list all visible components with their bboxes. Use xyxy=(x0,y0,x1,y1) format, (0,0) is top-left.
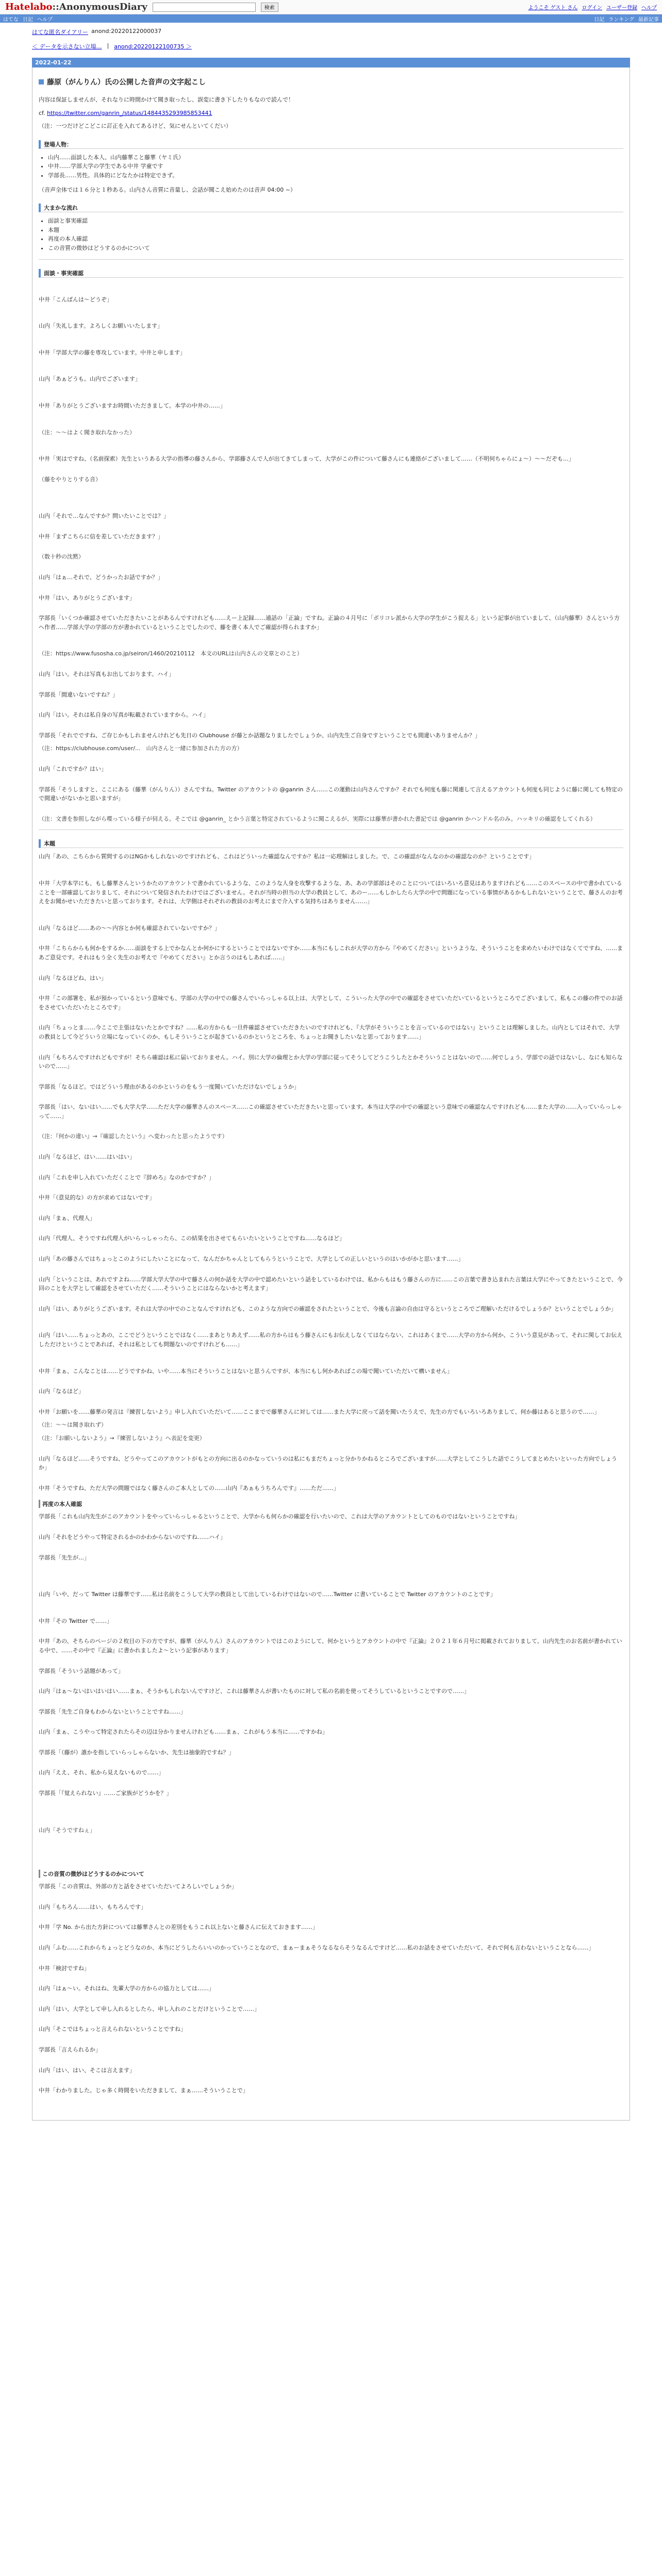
dialogue-line: 学部長「はい、ないはい……でも大学大学……ただ大学の藤華さんのスペース……この確認させていただきたいと思っています。本当は大学の中での確認という意味での確認なんですけれども……また大学の……入っていらっしゃって……」 xyxy=(39,1104,622,1120)
article-title-row xyxy=(39,77,623,87)
dialogue-line: 中井「学部大学の藤を専攻しています。中井と申します」 xyxy=(39,349,186,356)
section-outline: 大まかな流れ xyxy=(39,204,623,212)
dialogue-line: 山内「なるほど……そうですね、どうやってこのアカウントがもとの方向に出るのかなっていうのは私にもまだちょっと分かりかねるところでございますが……大学としてこうした話でこうしてまとめたいといった方向でしょうか」 xyxy=(39,1455,617,1471)
top-link-login[interactable]: ログイン xyxy=(582,5,602,11)
dialogue-line: 中井「検討ですね」 xyxy=(39,1964,90,1972)
section-summary: 再度の本人確認 xyxy=(39,1500,623,1508)
dialogue-line: 学部長「いくつか確認させていただきたいことがあるんですけれども……えー上記録……通話の「正論」ですね。正論の４月号に「ポリコレ派から大学の学生がこう捉える」という記事が出ていまして、（山内藤華）さんという方へ作者……学部大学の学部の方が書かれているということでしたので、藤を書く本人でご確認が得られますか」 xyxy=(39,615,620,631)
intro-source-link[interactable]: https://twitter.com/ganrin_/status/1484435293985853441 xyxy=(47,109,212,116)
dialogue-line: 山内「失礼します。よろしくお願いいたします」 xyxy=(39,323,163,330)
dialogue-line: 中井「こんばんは〜どうぞ」 xyxy=(39,296,112,303)
intro-note: （注：一つだけどこどこに訂正を入れてあるけど、気にせんといてくだい） xyxy=(39,123,231,130)
dialogue-line: 山内「はぁ〜ないはいはいはい……まぁ、そうかもしれないんですけど、これは藤華さんが書いたものに対して私の名前を使ってそうしているということですので……」 xyxy=(39,1688,470,1695)
subbar-link-diary-right[interactable]: 日記 xyxy=(594,16,605,23)
dialogue-line: 学部長「先生が…」 xyxy=(39,1554,90,1561)
dialogue-annotation: （注：『お願いしないよう』→『練習しないよう』へ表記を変更） xyxy=(39,1434,205,1442)
dialogue-line: 学部長「そうしますと、ここにある（藤華（がんりん））さんですね。Twitter のアカウントの @ganrin さん……この運動は山内さんですか？それでも何度も藤に関連して言えるアカウントも何度も同じように藤に関しても特定ので間違いがないかと思いますが」 xyxy=(39,786,623,802)
dialogue-annotation: （注：〜〜は聞き取れず） xyxy=(39,1421,107,1429)
dialogue-annotation: （注：文書を参照しながら喋っている様子が伺える。そこでは @ganrin_ とかう言葉と特定されているように聞こえるが、実際には藤華が書かれた書記では @ganrin かハンドル名のみ。ハッキリの確認をしてくれる） xyxy=(39,815,596,822)
diary-owner-id: anond:20220122000037 xyxy=(91,28,162,35)
dialogue-line: 中井「そうですね、ただ大学の問題ではなく藤さんのご本人としての……山内『あぁもうちろんです』……ただ……」 xyxy=(39,1484,339,1492)
dialogue-line: 山内「なるほどね、はい」 xyxy=(39,974,107,981)
dialogue-line: 山内「はい。それは写真もお出しております。ハイ」 xyxy=(39,671,175,678)
subbar-link-ranking[interactable]: ランキング xyxy=(608,16,634,23)
next-entry-link[interactable]: anond:20220122100735 ＞ xyxy=(114,43,192,50)
confirm-dialogue xyxy=(39,295,623,824)
dialogue-line: 山内「なるほど、はい……はいはい」 xyxy=(39,1154,135,1161)
dialogue-line: 中井「実はですね、（名前探索）先生というある大学の指導の藤さんから、学部藤さんで人が出てきてしまって、大学がこの件について藤さんにも連絡がございまして……（不明何ちゃらにょ〜）〜〜だぞも…」 xyxy=(39,455,574,463)
outline-list xyxy=(39,216,623,252)
list-item: • 本題 xyxy=(48,226,623,235)
dialogue-line: 中井「（意見的な）の方が求めてはないです」 xyxy=(39,1194,155,1201)
list-item: • 中井……学部大学の学生である中井 学童です xyxy=(48,162,623,171)
article-title[interactable]: 藤原（がんりん）氏の公開した音声の文字起こし xyxy=(47,78,206,87)
dialogue-line: 山内「なるほど」 xyxy=(39,1388,84,1395)
dialogue-line: 山内「ふむ……これからちょっとどうなのか、本当にどうしたらいいのかっていうことなので、まぁーまぁそうなるならそうなるんですけど……私のお話をさせていただいて、それで何も言わないということなら……」 xyxy=(39,1944,594,1952)
article xyxy=(32,67,630,2121)
dialogue-line: 山内「はい、大学として申し入れるとしたら、申し入れのことだけということで……」 xyxy=(39,2005,260,2012)
dialogue-line: 中井「まずこちらに信を差していただきます？」 xyxy=(39,533,163,540)
top-bar xyxy=(0,0,662,14)
dialogue-line: 山内「はい、ありがとうございます。それは大学の中でのことなんですけれども、このような方向での確認をされたということで、今後も言論の自由は守るというところでご理解いただけるでしょうか？ということでしょうか」 xyxy=(39,1305,617,1312)
persons-list xyxy=(39,153,623,180)
subbar-link-latest[interactable]: 最新記事 xyxy=(638,16,659,23)
dialogue-line: 学部長「言えられるか」 xyxy=(39,2046,101,2053)
dialogue-line: 山内「まぁ、代理人」 xyxy=(39,1214,95,1222)
dialogue-line: 学部長「これも山内先生がこのアカウントをやっていらっしゃるということで、大学からも何らかの確認を行いたいので、これは大学のアカウントとしてのものではないということですね」 xyxy=(39,1513,521,1520)
dialogue-line: 学部長「先生ご自身もわからないということですね……」 xyxy=(39,1708,186,1715)
dialogue-line: 山内「それをどうやって特定されるかのかわからないのですね……ハイ」 xyxy=(39,1533,226,1540)
top-link-help[interactable]: ヘルプ xyxy=(641,5,657,11)
dialogue-line: 学部長「（藤が）誰かを指していらっしゃらないか、先生は抽象的ですね？」 xyxy=(39,1749,235,1756)
dialogue-line: 中井「この部署を、私が預かっているという意味でも、学部の大学の中での藤さんでいらっしゃる以上は、大学として、こういった大学の中での確認をさせていただいているというところでございまして、私もこの藤の件でのお話をさせていただいたところです」 xyxy=(39,995,623,1011)
dialogue-line: 山内「あの藤さんではちょっとこのようにしたいことになって、なんだかちゃんとしてもらうということで、大学としての正しいというのはいかがかと思います……」 xyxy=(39,1256,464,1263)
dialogue-line: 学部長「なるほど。ではどういう理由があるのかというのをもう一度聞いていただけないでしょうか」 xyxy=(39,1083,300,1090)
dialogue-line: 山内「代理人、そうですね代理人がいらっしゃったら、この結果を出させてもらいたいということですね……なるほど」 xyxy=(39,1235,345,1242)
dialogue-annotation: （注：https://clubhouse.com/user/... 山内さんと一緒に参加された方の方） xyxy=(39,745,243,752)
persons-note: （音声全体では１６分と１秒ある。山内さん音質に音量し、会話が聞こえ始めたのは音声 04:00 ~） xyxy=(39,186,296,193)
prev-entry-link[interactable]: ＜ データを示さない立場… xyxy=(32,43,102,50)
dialogue-annotation: （数十秒の沈黙） xyxy=(39,553,84,561)
top-links xyxy=(528,3,657,11)
title-square-icon xyxy=(39,79,44,84)
date-header: 2022-01-22 xyxy=(32,58,630,67)
dialogue-annotation: （注：『何かの違い』→『確認したという』へ変わったと思ったようです） xyxy=(39,1133,228,1140)
main-dialogue xyxy=(39,852,623,1493)
nav-separator: | xyxy=(107,42,109,49)
after-dialogue xyxy=(39,1882,623,2095)
dialogue-line: 中井「ありがとうございますお時間いただきまして。本学の中井の……」 xyxy=(39,402,226,409)
summary-dialogue xyxy=(39,1512,623,1862)
list-item: • 再度の本人確認 xyxy=(48,234,623,244)
list-item: • 面談と事実確認 xyxy=(48,216,623,226)
dialogue-line: 中井「その Twitter で……」 xyxy=(39,1617,112,1624)
intro-line: 内容は保証しませんが、それなりに時間かけて聞き取ったし、誤変に書き下したりもなので読んで！ xyxy=(39,96,294,103)
section-main: 本題 xyxy=(39,839,623,848)
search-input[interactable] xyxy=(153,3,256,12)
dialogue-line: 学部長「それでですね、ご存じかもしれませんけれども先日の Clubhouse が藤とか話題なりましたでしょうか、山内先生ご自身ですということでも間違いありませんか？」 xyxy=(39,732,481,739)
list-item: • この音質の微妙はどうするのかについて xyxy=(48,244,623,253)
dialogue-annotation: 山内「そうですねぇ」 xyxy=(39,1826,95,1834)
dialogue-line: 中井「わかりました。じゃ多く時間をいただきまして、まぁ……そういうことで」 xyxy=(39,2087,249,2094)
dialogue-annotation: （注：https://www.fusosha.co.jp/seiron/1460/20210112 本文のURLは山内さんの文章とのこと） xyxy=(39,650,303,657)
dialogue-line: 中井「はい、ありがとうございます」 xyxy=(39,594,135,601)
sub-bar xyxy=(0,14,662,23)
dialogue-line: 山内「はぁ〜い。それはね、先輩大学の方からの協力としては……」 xyxy=(39,1985,214,1992)
dialogue-line: 山内「ちょっとま……今ここで主張はないたとかですね？……私の方からも一旦件確認させていただきたいのですけれども、『大学がそういうことを言っているのではない』ということは理解しました。山内としてはそれで、大学の教員として今どういう立場になっていくのか、もしそういうことが起きているのかというところを、ちょっとお聞きしたいなと思っております……」 xyxy=(39,1024,620,1040)
dialogue-line: 学部長「この音質は、外部の方と話をさせていただいてよろしいでしょうか」 xyxy=(39,1883,237,1890)
list-item: • 山内……面談した本人、山内藤華こと藤華（ヤミ氏） xyxy=(48,153,623,162)
section-persons: 登場人物： xyxy=(39,140,623,149)
dialogue-line: 山内「まぁ、こうやって特定されたらその辺は分かりませんけれども……まぁ、これがもう本当に……ですかね」 xyxy=(39,1728,328,1736)
entry-nav xyxy=(32,42,630,50)
dialogue-line: 山内「ということは、あれですよね……学部大学大学の中で藤さんの何か話を大学の中で認めたいという話をしているわけでは、私からもはもう藤さんの方に……この言葉で書き込まれた言葉は大学にやってきたということで、今回のことを大学として確認をさせていただく……そういうことにはならないかと考えます」 xyxy=(39,1276,623,1292)
dialogue-line: 山内「はい。それは私自身の写真が転載されていますから。ハイ」 xyxy=(39,711,209,719)
dialogue-line: 中井「学 No. から出た方針については藤華さんとの差別をもうこれ以上ないと藤さんに伝えておきます……」 xyxy=(39,1924,319,1931)
dialogue-line: 山内「それで…なんですか？問いたいことでは？」 xyxy=(39,513,169,520)
dialogue-line: 山内「そこではちょっと言えられないということですね」 xyxy=(39,2026,186,2033)
dialogue-line: 学部長「そういう話題があって」 xyxy=(39,1667,124,1674)
dialogue-line: 学部長「『覚えられない』……ご家族がどうかを？」 xyxy=(39,1790,172,1797)
dialogue-line: 山内「はい、はい、そこは言えます」 xyxy=(39,2066,135,2074)
dialogue-line: 山内「はい……ちょっとあの、ここでどうということではなく……まあとりあえず……私の方からはもう藤さんにもお伝えしなくてはならない、これはあくまで……大学の方から何か、こういう意見があって、それに関してお伝えしただけということであれば、それは私としても問題ないのですけれども……」 xyxy=(39,1332,623,1348)
dialogue-line: 山内「あの、こちらから質問するのはNGかもしれないのですけれども、これはどういった確認なんですか？私は一応理解はしました。で、この確認がなんなのかの確認なのか？ということです」 xyxy=(39,853,535,860)
dialogue-line: 山内「これを申し入れていただくことで『辞めろ』なのかですか？」 xyxy=(39,1174,214,1181)
list-item: • 学部長……男性。具体的にどなたかは特定できず。 xyxy=(48,171,623,180)
search-button[interactable]: 検索 xyxy=(261,3,278,12)
dialogue-line: 中井「あの、そちらのページの２枚目の下の方ですが、藤華（がんりん）さんのアカウントではこのようにして、何かというとアカウントの中で『正論』２０２１年６月号に掲載されておりまして、山内先生のお名前が書かれている中で、……その中で『正論』に書かれましたよ〜という記事があります」 xyxy=(39,1638,622,1654)
dialogue-line: 山内「あぁどうも。山内でございます」 xyxy=(39,376,141,383)
dialogue-annotation: （注：〜〜はよく聞き取れなかった） xyxy=(39,429,135,436)
dialogue-line: 山内「なるほど……あの〜〜内容とか何も確認されていないですか？」 xyxy=(39,924,220,931)
dialogue-line: 山内「はぁ…それで、どうかったお話ですか？」 xyxy=(39,574,163,581)
subbar-link-diary[interactable]: 日記 xyxy=(23,16,33,23)
dialogue-line: 山内「もちろんですけれどもですが！そちら確認は私に届いておりません。ハイ。別に大学の倫理とか大学の学部に従ってそうしてどうこうしたとかそういうことはないので……何でしょう、学部での話ではないし、なにも知らないので……」 xyxy=(39,1054,623,1070)
dialogue-line: 学部長「間違いないですね？」 xyxy=(39,691,118,698)
dialogue-annotation: （藤をやりとりする音） xyxy=(39,476,101,483)
dialogue-line: 中井「まぁ、こんなことは……どうですかね、いや……本当にそういうことはないと思うんですが、本当にもし何かあればこの場で聞いていただいて構いません」 xyxy=(39,1367,453,1375)
diary-owner-link[interactable]: はてな匿名ダイアリー xyxy=(32,29,89,36)
dialogue-line: 山内「いや、だって Twitter は藤華です……私は名前をこうして大学の教員として出しているわけではないので……Twitter に書いていることで Twitter のアカウントのことです」 xyxy=(39,1591,496,1598)
diary-header xyxy=(32,28,630,36)
subbar-link-help[interactable]: ヘルプ xyxy=(37,16,53,23)
dialogue-line: 中井「お願いを……藤華の発言は『練習しないよう』申し入れていただいて……ここまでで藤華さんに対しては……また大学に戻って話を聞いたうえで、先生の方でもいろいろありまして、何か藤はあると思うので……」 xyxy=(39,1408,600,1415)
dialogue-line: 山内「これですか？はい」 xyxy=(39,766,107,772)
top-link-register[interactable]: ユーザー登録 xyxy=(606,5,637,11)
dialogue-line: 山内「もちろん……はい、もちろんです」 xyxy=(39,1903,146,1910)
subbar-link-hatena[interactable]: はてな xyxy=(3,16,19,23)
main-content xyxy=(0,23,662,2124)
dialogue-line: 山内「ええ、それ、私から見えないもので……」 xyxy=(39,1769,164,1776)
dialogue-line: 中井「大学本学にも、もし藤華さんというかたのアカウントで書かれているような、このような人身を攻撃するような、あ、あの学部部はそのことについてはいろいろ意見はありますけれども……このスペースの中で書かれていることを一部確認しておりまして、それについて発信されたわけではございません。それが当時の担当の大学の教員として、あのー……もしかしたら大学の中で問題になっている事情があるかもしれないということで、藤さんのお考えをお聞かせいただきたいと思っております。それは、大学側はそれぞれの教員のお考えにまで介入する気持ちはありません……」 xyxy=(39,879,623,905)
dialogue-line: 中井「こちらからも何かをするか……面談をする上でかなんとか何かにするということではないですか……本当にもしこれが大学の方から『やめてください』というような、そういうことを求めたいわけではなくてですね、……まあご意見です。それはもう全く先生のお考えで『やめてください』とか言うのはもしあれば……」 xyxy=(39,945,623,961)
section-confirm: 面談・事実確認 xyxy=(39,269,623,278)
section-after: この音質の微妙はどうするのかについて xyxy=(39,1870,623,1878)
intro-cf: cf. https://twitter.com/ganrin_/status/1484435293985853441 xyxy=(39,109,212,116)
top-link-welcome: ようこそ ゲスト さん xyxy=(528,5,578,11)
site-logo[interactable]: Hatelabo::AnonymousDiary xyxy=(5,2,147,12)
